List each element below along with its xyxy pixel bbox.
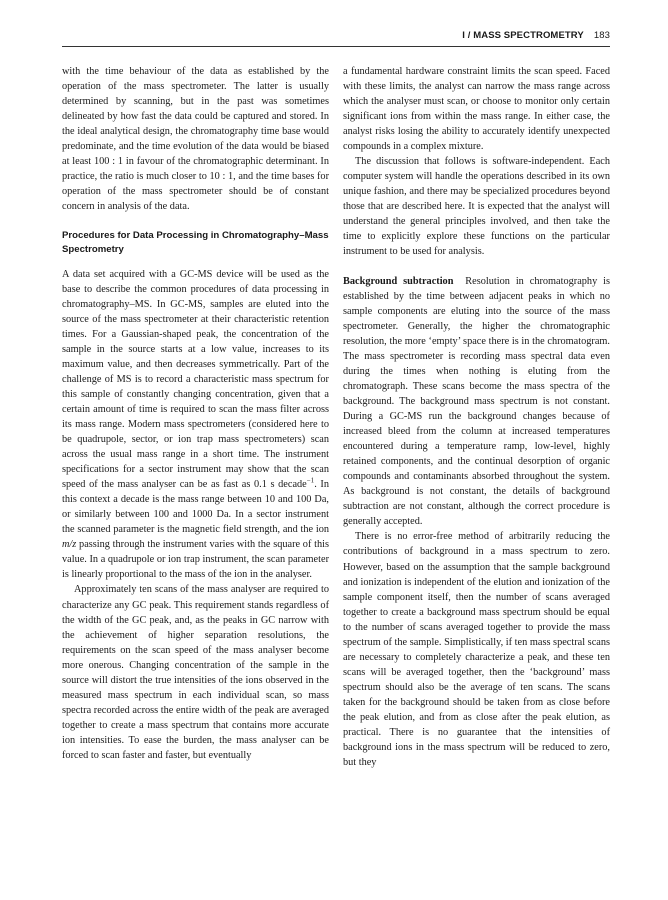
section-heading: Procedures for Data Processing in Chromatography–Mass Spectrometry: [62, 230, 329, 256]
right-column: [343, 64, 610, 770]
page-number: 183: [593, 30, 610, 41]
paragraph-background-subtraction: [343, 274, 610, 529]
paragraph-error-free: There is no error-free method of arbitrarily reducing the contributions of background in a mass spectrum to zero. However, based on the assumption that the sample background and ionization is independent of the elution and ionization of the sample component itself, then the number of scans averaged together to create a background mass spectrum should be equal to the number of scans averaged together to provide the mass spectrum of the sample. Simplistically, if ten mass spectral scans are necessary to completely characterize a peak, and these ten scans will be averaged together, then the ‘background’ mass spectrum should also be the average of ten scans. The scans taken for the background should be taken from as close before the peak elution, and from as close after the peak elution, as practical. There is no guarantee that the intensities of background ions in the mass spectrum will be reduced to zero, but they: [343, 531, 610, 768]
running-title: I / MASS SPECTROMETRY: [462, 30, 584, 41]
running-header: [62, 30, 610, 46]
procedures-text-1: A data set acquired with a GC-MS device will be used as the base to describe the common procedures of data processing in chromatography–MS. In GC-MS, samples are eluted into the source of the mass spectrometer at their characteristic retention times. For a Gaussian-shaped peak, the concentration of the sample in the source starts at a low value, increases to its maximum value, and then decreases symmetrically. Part of the challenge of MS is to record a characteristic mass spectrum for this sample of constantly changing concentration, given that a certain amount of time is required to scan the mass filter across its mass range. Modern mass spectrometers (considered here to be quadrupole, sector, or ion trap mass spectrometers) scan across the usual mass range in a short time. The instrument specifications for a sector instrument may show that the scan speed of the mass analyser can be as fast as 0.1 s decade: [62, 269, 329, 491]
header-rule: [62, 46, 610, 47]
left-column: [62, 64, 329, 763]
paragraph-discussion: The discussion that follows is software-independent. Each computer system will handle the operations described in its own unique fashion, and there may be specialized procedures beyond those that are described here. It is expected that the analyst will understand the general principles involved, and then take the time to explicitly explore these functions on the particular instrument to be used for analysis.: [343, 156, 610, 258]
paragraph-constraint: a fundamental hardware constraint limits the scan speed. Faced with these limits, the analyst can narrow the mass range across which the analyser must scan, or choose to monitor only certain significant ions from within the mass range. In either case, the analyst risks losing the ability to accurately identify unexpected compounds in a complex mixture.: [343, 66, 610, 153]
background-text: Resolution in chromatography is established by the time between adjacent peaks in which no sample components are eluting into the source of the mass spectrometer. Generally, the higher the chromatographic resolution, the more ‘empty’ space there is in the chromatogram. The mass spectrometer is recording mass spectral data even during the times when nothing is eluting from the chromatograph. These scans become the mass spectra of the background. The background mass spectrum is not constant. During a GC-MS run the background changes because of increased bleed from the column at increased temperatures encountered during a temperature ramp, low-level, highly retained components, and the continual desorption of organic compounds and contaminants absorbed throughout the system. As background is not constant, the details of background subtraction are not constant, although the correct procedure is generally accepted.: [343, 276, 611, 528]
procedures-text-3: passing through the instrument varies with the square of this value. In a quadrupole or ion trap instrument, the scan parameter is linearly proportional to the mass of the ion in the analyser.: [62, 539, 329, 581]
superscript-minus-one: −1: [306, 476, 315, 485]
mz-term: m/z: [62, 539, 77, 551]
paragraph-procedures: [62, 267, 329, 582]
runin-heading: Background subtraction: [343, 276, 454, 288]
paragraph-continuation: with the time behaviour of the data as established by the operation of the mass spectrometer. The latter is usually determined by scanning, but in the past was sometimes delineated by how fast the data could be captured and stored. In the ideal analytical design, the chromatography time base would predominate, and the time evolution of the data would be biased at least 100 : 1 in favour of the chromatographic determinant. In practice, the ratio is much closer to 10 : 1, and the time bases for operation of the mass spectrometer should be of constant concern in analysis of the data.: [62, 66, 329, 213]
paragraph-scans: Approximately ten scans of the mass analyser are required to characterize any GC peak. This requirement stands regardless of the width of the GC peak, and, as the peaks in GC narrow with the achievement of higher separation resolutions, the requirements on the scan speed of the mass analyser become more onerous. Changing concentration of the sample in the source will distort the true intensities of the ions observed in the measured mass spectrum in each individual scan, so mass spectra recorded across the entire width of the peak are averaged together to create a mass spectrum that contains more accurate ion intensities. To ease the burden, the mass analyser can be forced to scan faster and faster, but eventually: [62, 584, 329, 761]
procedures-text-2: . In this context a decade is the mass range between 10 and 100 Da, or similarly between 100 and 1000 Da. In a sector instrument the scanned parameter is the magnetic field strength, and the ion: [62, 479, 329, 536]
